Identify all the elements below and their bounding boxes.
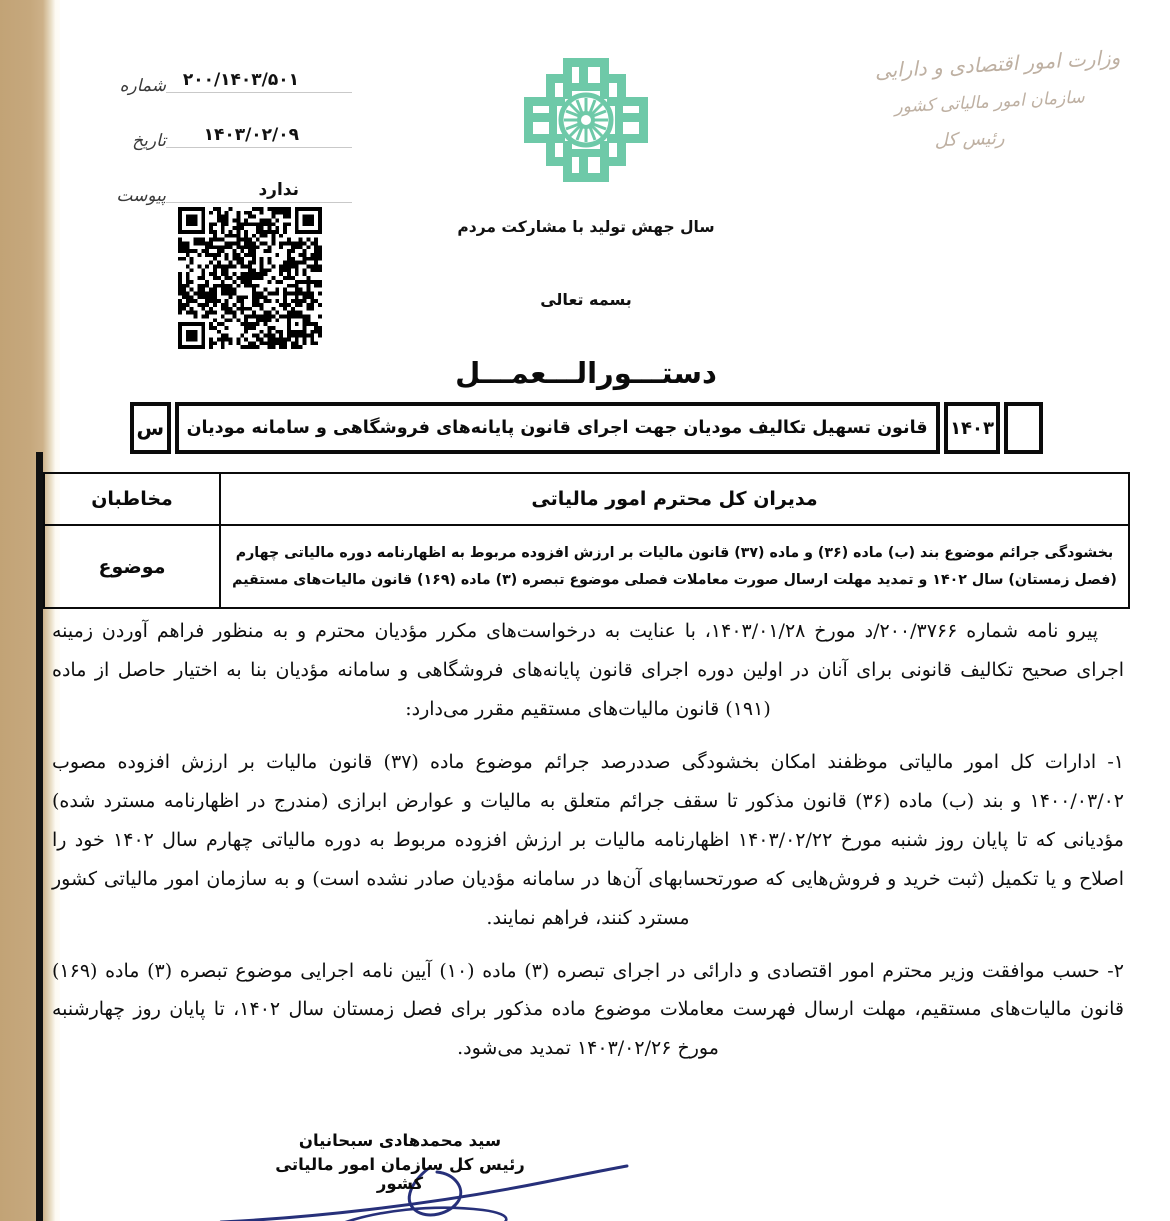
year-slogan: سال جهش تولید با مشارکت مردم — [457, 218, 715, 236]
meta-value-number: ۲۰۰/۱۴۰۳/۵۰۱ — [178, 70, 304, 90]
paragraph-clause-1: ۱- ادارات کل امور مالیاتی موظفند امکان بخشودگی صددرصد جرائم موضوع ماده (۳۷) قانون مالیات بر ارزش افزوده مصوب ۱۴۰۰/۰۳/۰۲ و بند (ب) ماده (۳۶) قانون مذکور تا سقف جرائم متعلق به مالیات و عوارض ابرازی (مندرج در اظهارنامه مسترد شده) مؤدیانی که تا پایان روز شنبه مورخ ۱۴۰۳/۰۲/۲۲ اظهارنامه مالیات بر ارزش افزوده مربوط به دوره مالیاتی چهارم سال ۱۴۰۲ خود را اصلاح و یا تکمیل (ثبت خرید و فروش‌هایی که صورتحسابهای آن‌ها در سامانه مؤدیان صادر نشده است) و به سازمان امور مالیاتی کشور مسترد کنند، فراهم نمایند. — [52, 750, 1125, 929]
subject-value — [220, 525, 1129, 608]
page-title: دستـــورالـــعمـــل — [455, 356, 717, 390]
table-row-addressee — [44, 473, 1129, 525]
meta-label-attachment: پیوست — [116, 185, 166, 206]
subject-line-2: (فصل زمستان) سال ۱۴۰۲ و تمدید مهلت ارسال صورت معاملات فصلی موضوع تبصره (۳) ماده (۱۶۹) قانون مالیات‌های مستقیم — [232, 571, 1117, 588]
scan-edge-left — [0, 0, 55, 1221]
meta-row-number — [118, 58, 358, 113]
signatory-name: سید محمدهادی سبحانیان — [298, 1131, 502, 1150]
meta-rule-attachment — [166, 202, 352, 203]
title-bar-main-title: قانون تسهیل تکالیف مودیان جهت اجرای قانون پایانه‌های فروشگاهی و سامانه مودیان — [175, 402, 940, 454]
addressee-value: مدیران کل محترم امور مالیاتی — [220, 473, 1129, 525]
title-bar-year-cell: ۱۴۰۳ — [944, 402, 1001, 454]
letterhead-line-organization: سازمان امور مالیاتی کشور — [893, 87, 1086, 118]
subject-label: موضوع — [44, 525, 220, 608]
document-body — [52, 612, 1124, 1082]
meta-row-date — [118, 113, 358, 168]
meta-value-attachment: ندارد — [253, 180, 304, 200]
basmala-text: بسمه تعالی — [540, 290, 632, 309]
title-bar-empty-cell — [1004, 402, 1043, 454]
letterhead-line-head: رئیس کل — [934, 127, 1005, 152]
meta-rule-date — [166, 147, 352, 148]
meta-value-date: ۱۴۰۳/۰۲/۰۹ — [199, 125, 304, 145]
meta-label-date: تاریخ — [132, 130, 166, 151]
signatory-role: رئیس کل سازمان امور مالیاتی کشور — [275, 1155, 525, 1193]
addressee-label: مخاطبان — [44, 473, 220, 525]
meta-rule-number — [166, 92, 352, 93]
subject-line-1: بخشودگی جرائم موضوع بند (ب) ماده (۳۶) و ماده (۳۷) قانون مالیات بر ارزش افزوده مربوط به اظهارنامه دوره مالیاتی چهارم — [235, 545, 1114, 562]
table-row-subject — [44, 525, 1129, 608]
qr-code-icon — [178, 207, 322, 349]
title-bar-code-cell: س — [130, 402, 171, 454]
body-left-border-rule — [36, 452, 43, 1221]
letterhead-line-ministry: وزارت امور اقتصادی و دارایی — [874, 45, 1121, 83]
paragraph-intro: پیرو نامه شماره ۲۰۰/۳۷۶۶/د مورخ ۱۴۰۳/۰۱/۲۸، با عنایت به درخواست‌های مکرر مؤدیان محترم و به منظور فراهم آوردن زمینه اجرای صحیح تکالیف قانونی برای آنان در اولین دوره اجرای قانون پایانه‌های فروشگاهی و سامانه مؤدیان بنا به اختیار حاصل از ماده (۱۹۱) قانون مالیات‌های مستقیم مقرر می‌دارد: — [52, 620, 1124, 720]
signature-block — [250, 1131, 550, 1193]
title-bar — [130, 402, 1043, 454]
qr-code-canvas — [178, 207, 322, 349]
header-meta-block — [118, 58, 358, 223]
letterhead-calligraphy — [865, 45, 1130, 152]
meta-label-number: شماره — [119, 75, 166, 96]
tax-organization-emblem-icon — [516, 50, 656, 190]
info-table — [43, 472, 1130, 609]
paragraph-clause-2: ۲- حسب موافقت وزیر محترم امور اقتصادی و دارائی در اجرای تبصره (۳) ماده (۱۰) آیین نامه اجرایی موضوع تبصره (۳) ماده (۱۶۹) قانون مالیات‌های مستقیم، مهلت ارسال فهرست معاملات موضوع ماده مذکور برای فصل زمستان سال ۱۴۰۲، تا پایان روز چهارشنبه مورخ ۱۴۰۳/۰۲/۲۶ تمدید می‌شود. — [52, 959, 1124, 1060]
